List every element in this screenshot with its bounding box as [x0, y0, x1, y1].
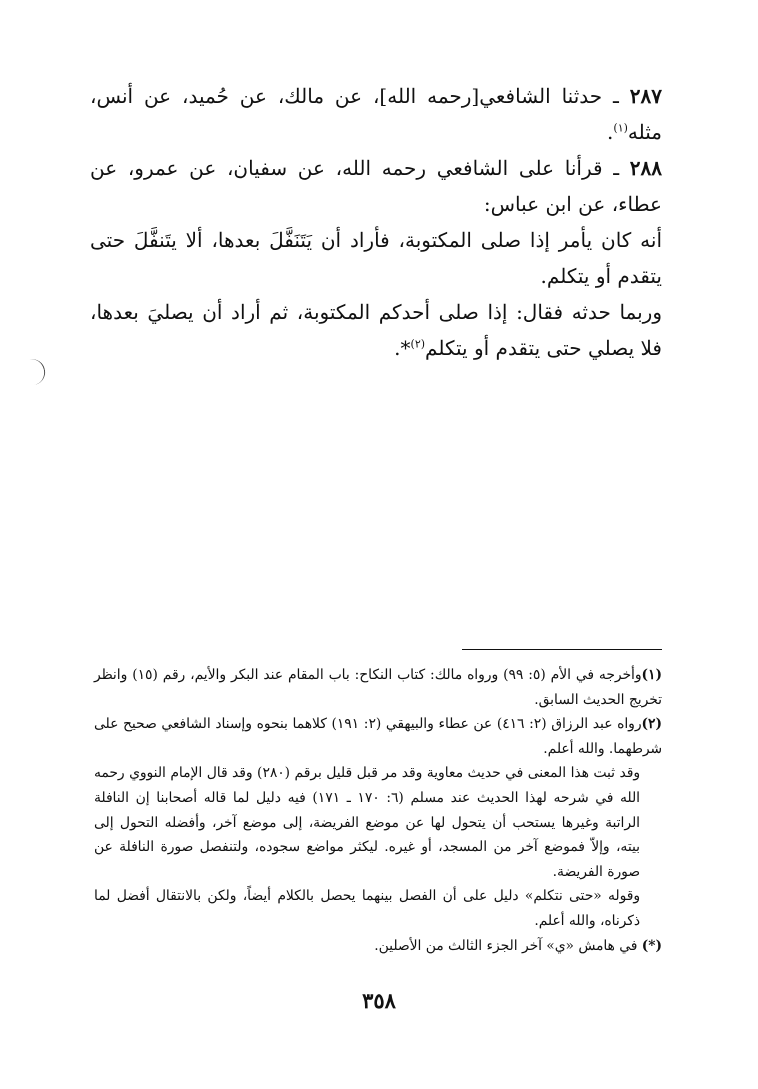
hadith-number: ٢٨٧	[629, 84, 663, 108]
hadith-chain: قرأنا على الشافعي رحمه الله، عن سفيان، عن عمرو، عن عطاء، عن ابن عباس:	[90, 156, 662, 216]
footnote-text: في هامش «ي» آخر الجزء الثالث من الأصلين.	[374, 937, 638, 954]
footnote-1	[94, 663, 662, 712]
footnote-text: رواه عبد الرزاق (٢: ٤١٦) عن عطاء والبيهقي (٢: ١٩١) كلاهما بنحوه وإسناد الشافعي صحيح على شرطهما. والله أعلم.	[94, 716, 662, 757]
hadith-288	[90, 150, 662, 222]
hadith-dash: ـ	[613, 84, 619, 108]
variant-text: وربما حدثه فقال: إذا صلى أحدكم المكتوبة، ثم أراد أن يصليَ بعدها، فلا يصلي حتى يتقدم أو يتكلم	[90, 300, 662, 360]
footnote-star	[94, 934, 662, 959]
hadith-288-body: أنه كان يأمر إذا صلى المكتوبة، فأراد أن يَتَنَفَّلَ بعدها، ألا يتَنفَّلَ حتى يتقدم أو يتكلم.	[90, 228, 662, 288]
footnote-mark: (١)	[641, 667, 662, 683]
footnote-mark: (٢)	[641, 716, 662, 733]
hadith-number: ٢٨٨	[629, 156, 662, 180]
main-text	[90, 78, 662, 366]
page-number: ٣٥٨	[362, 988, 396, 1013]
footnote-text: وأخرجه في الأم (٥: ٩٩) ورواه مالك: كتاب النكاح: باب المقام عند البكر والأيم، رقم (١٥) وانظر تخريج الحديث السابق.	[94, 667, 662, 708]
footnotes	[94, 663, 662, 958]
footnote-2	[94, 712, 662, 761]
hadith-287	[90, 78, 662, 150]
hadith-dash: ـ	[613, 156, 620, 180]
footnote-ref: (١)	[613, 121, 628, 135]
footnote-divider	[462, 649, 662, 650]
footnote-ref: (٢)	[410, 337, 426, 351]
footnote-2-paragraph-3: وقوله «حتى نتكلم» دليل على أن الفصل بينهما يحصل بالكلام أيضاً، ولكن بالانتقال أفضل لما ذكرناه، والله أعلم.	[94, 888, 640, 929]
hadith-end: .	[607, 120, 614, 144]
scan-artifact	[27, 357, 47, 386]
hadith-288-variant	[90, 294, 662, 366]
footnote-mark: (*)	[641, 937, 662, 954]
hadith-text: حدثنا الشافعي[رحمه الله]، عن مالك، عن حُميد، عن أنس، مثله	[90, 84, 662, 144]
footnote-2-paragraph-2: وقد ثبت هذا المعنى في حديث معاوية وقد مر قبل قليل برقم (٢٨٠) وقد قال الإمام النووي رحمه الله في شرحه لهذا الحديث عند مسلم (٦: ١٧٠ ـ ١٧١) فيه دليل لما قاله أصحابنا إن النافلة الراتبة وغيرها يستحب أن يتحول لها عن موضع الفريضة، إلى موضع آخر، وأفضله التحول إلى بيته، وإلاّ فموضع آخر من المسجد، أو غيره. ليكثر مواضع سجوده، ولتنفصل صورة النافلة عن صورة الفريضة.	[94, 765, 640, 880]
variant-end: *.	[394, 336, 411, 360]
